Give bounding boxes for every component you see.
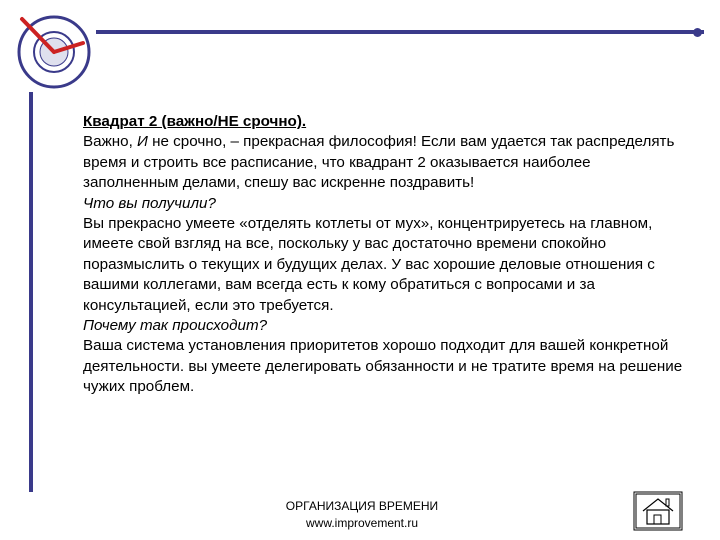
slide-heading: Квадрат 2 (важно/НЕ срочно). xyxy=(83,113,307,130)
footer xyxy=(262,498,462,532)
question-why: Почему так происходит? xyxy=(83,317,268,335)
intro-rest: не срочно, – прекрасная философия! Если вам удается так распределять время и строить все расписание, что квадрант 2 оказывается наиболее заполненным делами, спешу вас искренне поздравить! xyxy=(83,133,675,192)
intro-italic: И xyxy=(137,133,148,151)
top-divider xyxy=(96,30,704,34)
question-what-you-got: Что вы получили? xyxy=(83,194,216,212)
home-icon[interactable] xyxy=(633,491,683,531)
answer-why: Ваша система установления приоритетов хорошо подходит для вашей конкретной деятельности. вы умеете делегировать обязанности и не тратите время на решение чужих проблем. xyxy=(83,337,683,396)
clock-icon xyxy=(14,12,92,90)
footer-url[interactable]: www.improvement.ru xyxy=(305,516,419,530)
intro-paragraph xyxy=(83,132,683,193)
left-divider xyxy=(29,92,33,492)
slide-body xyxy=(83,112,683,398)
answer-what-you-got: Вы прекрасно умеете «отделять котлеты от мух», концентрируетесь на главном, имеете свой взгляд на все, поскольку у вас достаточно времени спокойно поразмыслить о текущих и будущих делах. У вас хорошие деловые отношения с вашими коллегами, вам всегда есть к кому обратиться с вопросами и за консультацией, если это требуется. xyxy=(83,215,655,314)
intro-prefix: Важно, xyxy=(83,133,138,151)
footer-title: ОРГАНИЗАЦИЯ ВРЕМЕНИ xyxy=(285,499,439,513)
top-divider-end xyxy=(693,28,702,37)
